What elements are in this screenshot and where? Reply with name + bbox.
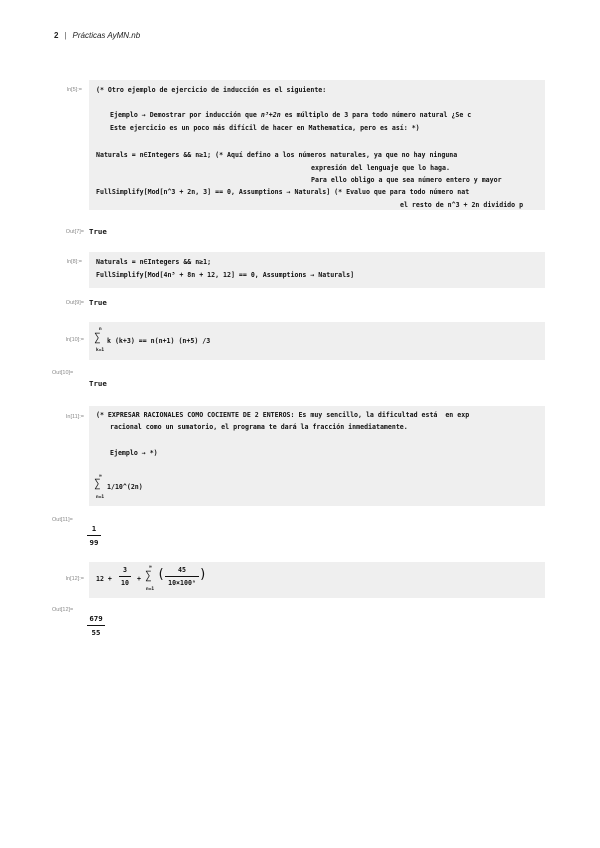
output-label-10: Out[10]= xyxy=(52,370,74,376)
cell12-sum-upper: ∞ xyxy=(149,565,152,570)
fraction-bar xyxy=(87,535,101,536)
input-cell-5[interactable] xyxy=(89,80,545,210)
input-cell-10[interactable] xyxy=(89,322,545,360)
cell10-expression: k (k+3) == n(n+1) (n+5) /3 xyxy=(107,337,211,345)
fraction-bar xyxy=(87,625,105,626)
input-label-12: In[12]:= xyxy=(65,576,84,582)
cell12-fraction xyxy=(119,566,131,587)
cell12-paren-close: ) xyxy=(199,567,207,582)
cell12-fraction-denominator: 10 xyxy=(121,579,129,587)
cell12-fraction-numerator: 3 xyxy=(123,566,127,574)
cell12-inner-fraction xyxy=(165,566,199,587)
output-10: True xyxy=(89,379,107,388)
output-12-numerator: 679 xyxy=(89,614,103,623)
cell12-integer-term: 12 + xyxy=(96,575,112,583)
input-label-10: In[10]:= xyxy=(65,337,84,343)
page-number: 2 xyxy=(54,31,59,40)
output-11-numerator: 1 xyxy=(91,524,97,533)
cell11-sum-lower: n=1 xyxy=(96,495,105,500)
input-label-5: In[5]:= xyxy=(66,87,82,93)
input-label-11: In[11]:= xyxy=(65,414,84,420)
cell10-sum-upper: n xyxy=(99,327,102,332)
cell5-line5: expresión del lenguaje que lo haga. xyxy=(311,164,450,172)
cell10-sigma: ∑ xyxy=(94,331,101,344)
cell5-line8: el resto de n^3 + 2n dividido p xyxy=(400,201,524,209)
output-12-fraction xyxy=(87,614,105,637)
fraction-bar xyxy=(165,576,199,577)
input-cell-12[interactable] xyxy=(89,562,545,598)
output-11-fraction xyxy=(87,524,101,547)
cell11-sigma: ∑ xyxy=(94,477,101,490)
input-cell-8[interactable] xyxy=(89,252,545,288)
cell5-line1: (* Otro ejemplo de ejercicio de inducción es el siguiente: xyxy=(96,86,327,94)
cell5-line6: Para ello obligo a que sea número entero y mayor xyxy=(311,176,502,184)
cell12-sum-lower: n=1 xyxy=(146,587,155,592)
cell12-inner-numerator: 45 xyxy=(178,566,186,574)
header-separator: | xyxy=(64,31,67,40)
notebook-title: Prácticas AyMN.nb xyxy=(72,31,141,40)
page-header xyxy=(54,31,140,40)
output-label-11: Out[11]= xyxy=(52,517,73,523)
cell11-line3: Ejemplo → *) xyxy=(110,449,158,457)
fraction-bar xyxy=(119,576,131,577)
output-label-9: Out[9]= xyxy=(65,300,84,306)
input-cell-11[interactable] xyxy=(89,406,545,506)
output-7: True xyxy=(89,227,107,236)
cell8-line2: FullSimplify[Mod[4n³ + 8n + 12, 12] == 0, Assumptions → Naturals] xyxy=(96,271,355,279)
output-12-denominator: 55 xyxy=(91,628,101,637)
cell11-expression: 1/10^(2n) xyxy=(107,483,143,491)
cell5-line3: Este ejercicio es un poco más difícil de hacer en Mathematica, pero es así: *) xyxy=(110,124,420,132)
output-9: True xyxy=(89,298,107,307)
cell11-line1: (* EXPRESAR RACIONALES COMO COCIENTE DE 2 ENTEROS: Es muy sencillo, la dificultad está en exp xyxy=(96,411,470,419)
output-11-denominator: 99 xyxy=(89,538,99,547)
cell5-line2: Ejemplo → Demostrar por inducción que n³+2n es múltiplo de 3 para todo número natural ¿Se c xyxy=(110,111,472,119)
cell12-paren-open: ( xyxy=(157,567,165,582)
cell12-plus: + xyxy=(137,575,141,583)
input-label-8: In[8]:= xyxy=(66,259,82,265)
cell5-line7: FullSimplify[Mod[n^3 + 2n, 3] == 0, Assumptions → Naturals] (* Evaluo que para todo número nat xyxy=(96,188,470,196)
cell12-sigma: ∑ xyxy=(145,569,152,582)
cell11-line2: racional como un sumatorio, el programa te dará la fracción inmediatamente. xyxy=(110,423,408,431)
cell8-line1: Naturals = n∈Integers && n≥1; xyxy=(96,258,212,266)
output-label-12: Out[12]= xyxy=(52,607,74,613)
cell12-inner-denominator: 10×100ⁿ xyxy=(168,579,196,587)
cell10-sum-lower: k=1 xyxy=(96,348,105,353)
cell5-line4: Naturals = n∈Integers && n≥1; (* Aquí defino a los números naturales, ya que no hay ninguna xyxy=(96,151,458,159)
output-label-7: Out[7]= xyxy=(65,229,84,235)
cell11-sum-upper: ∞ xyxy=(99,474,102,479)
